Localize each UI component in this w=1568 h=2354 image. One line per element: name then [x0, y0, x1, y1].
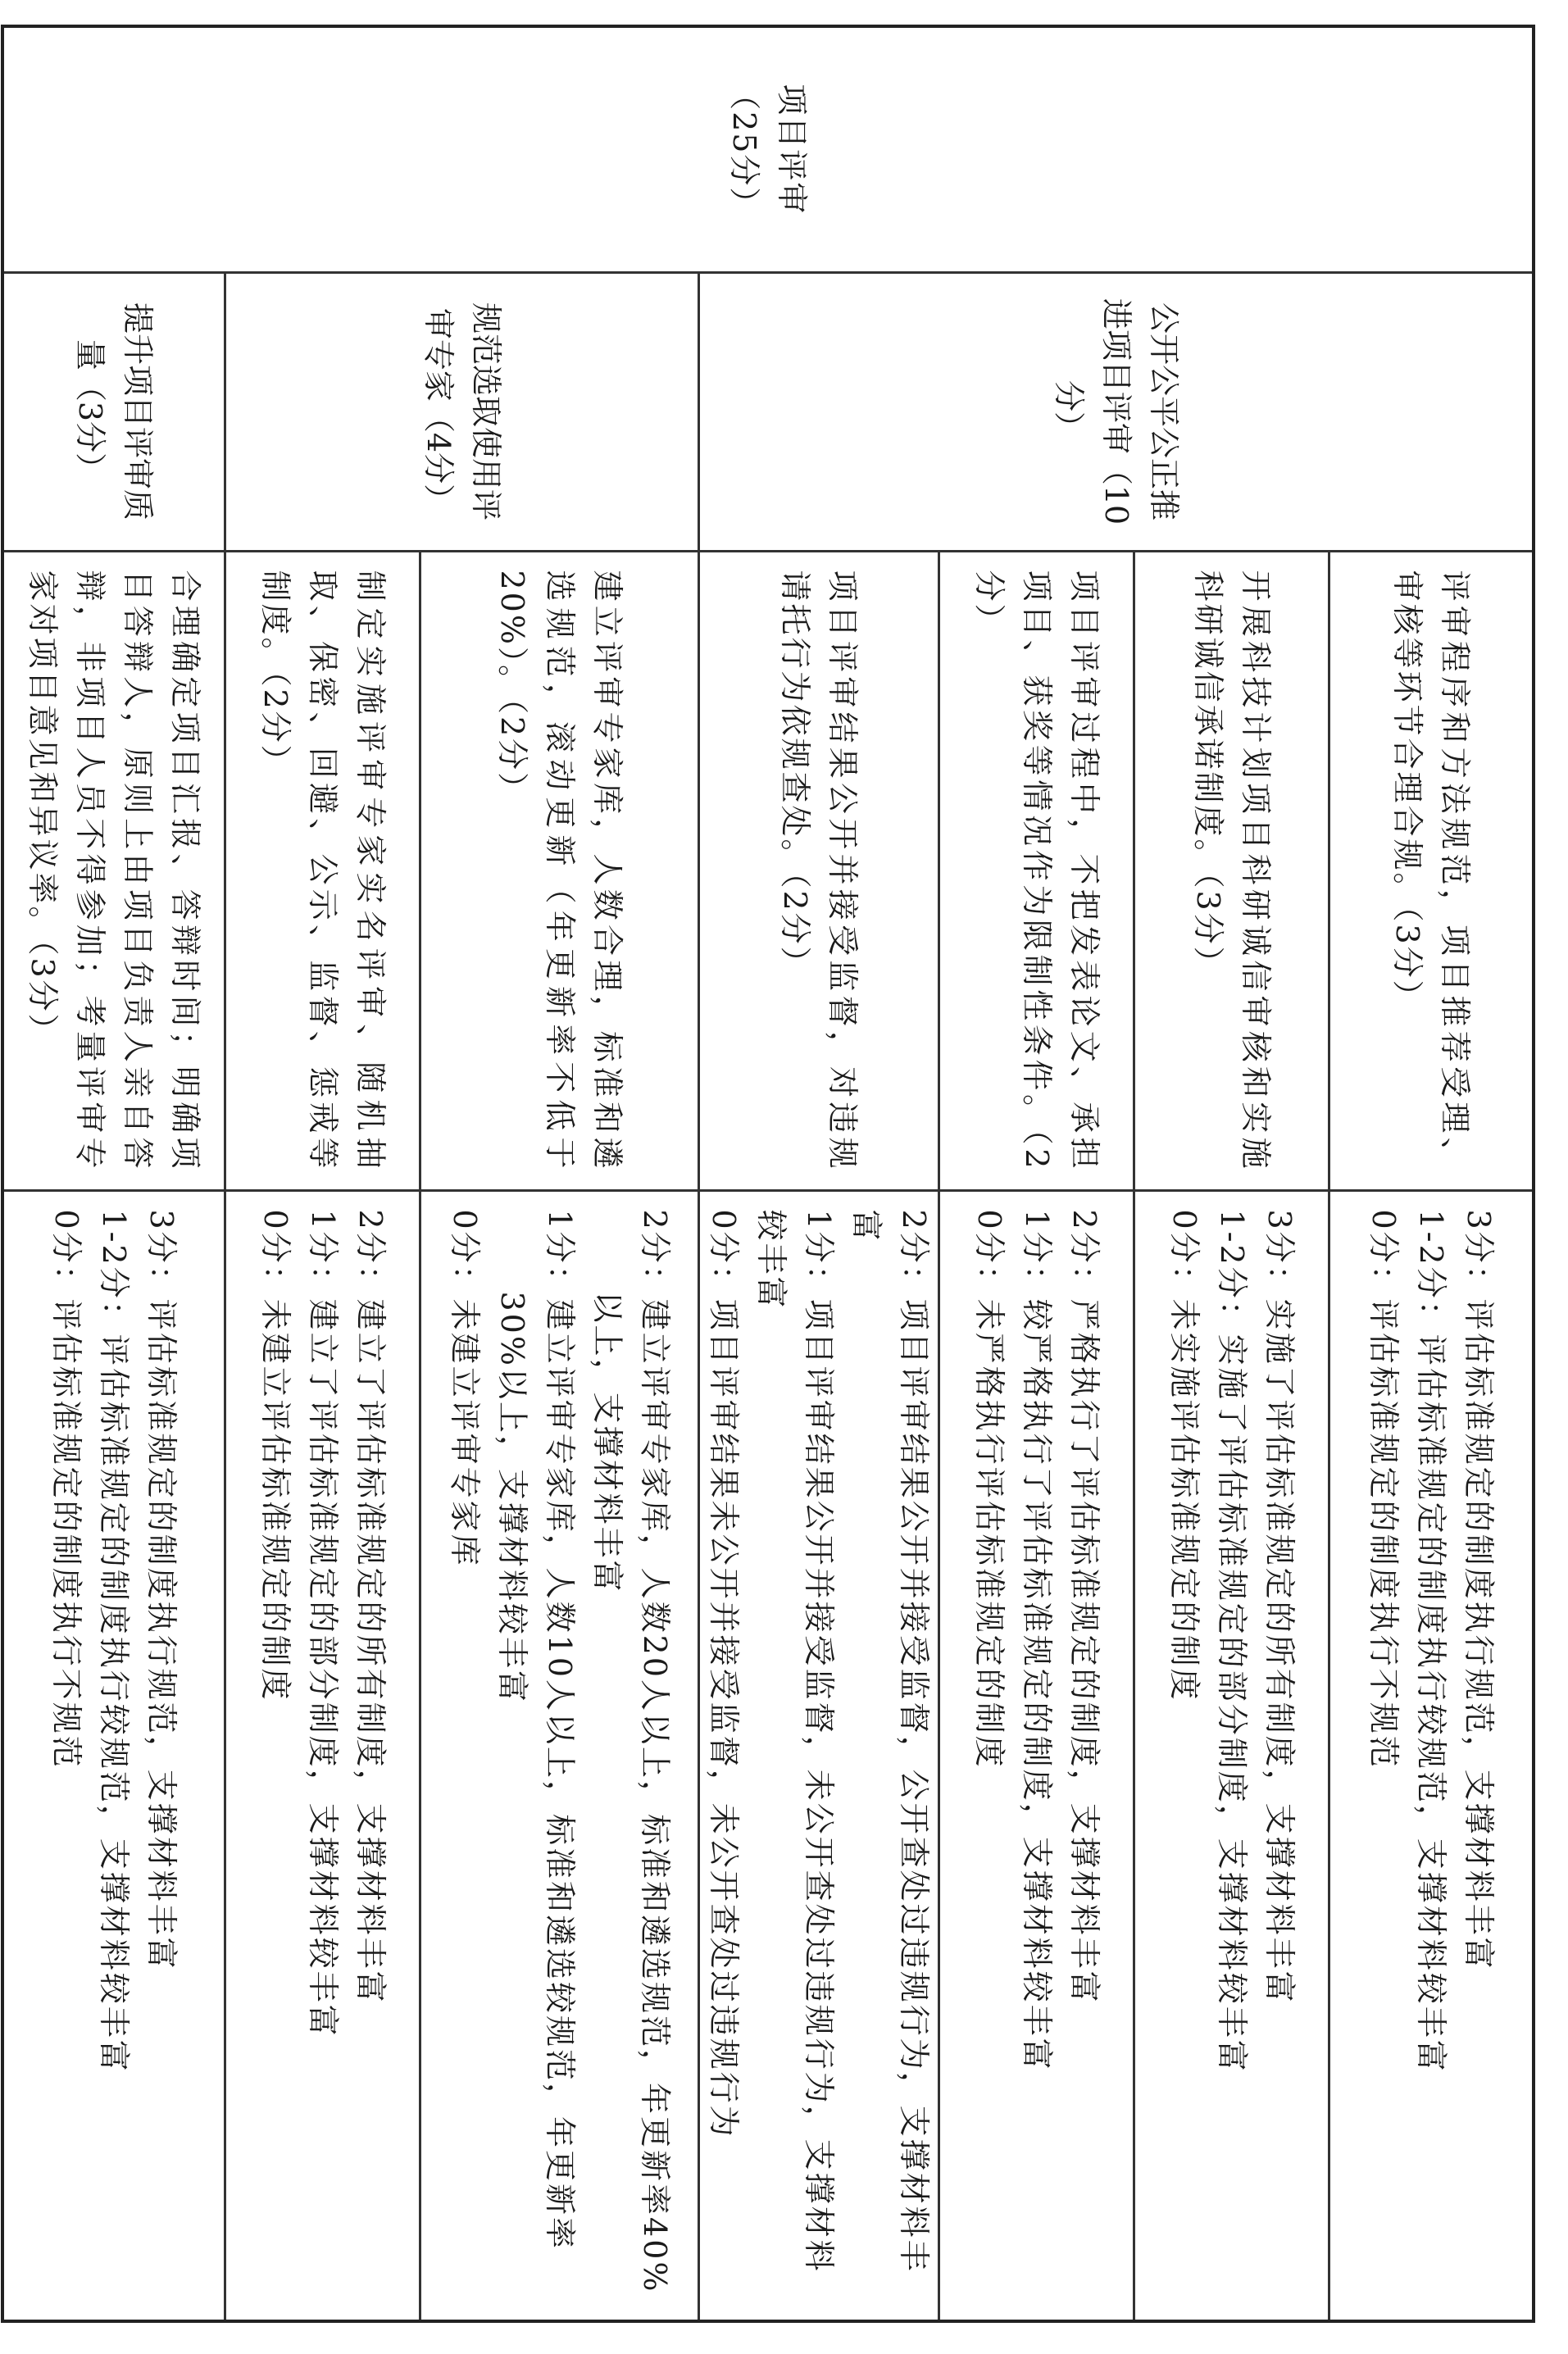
scoring-rules: [939, 1190, 1134, 2321]
scoring-rules: [1134, 1190, 1329, 2321]
scoring-rule: 1-2分：实施了评估标准规定的部分制度，支撑材料较丰富: [1214, 1209, 1250, 2074]
scoring-rule: 0分：评估标准规定的制度执行不规范: [1366, 1209, 1402, 1770]
scoring-rule: 0分：项目评审结果未公开并接受监督，未公开查处过违规行为: [706, 1209, 743, 2139]
group-name: 规范选取使用评审专家（4分）: [225, 272, 699, 551]
scoring-rule: 0分：未实施评估标准规定的制度: [1166, 1209, 1202, 1702]
scoring-rule: 2分：严格执行了评估标准规定的制度，支撑材料丰富: [1066, 1209, 1102, 2005]
scoring-rule: 0分：未严格执行评估标准规定的制度: [971, 1209, 1007, 1770]
criterion-description: 项目评审结果公开并接受监督，对违规请托行为依规查处。（2分）: [699, 551, 939, 1190]
criterion-description: 制定实施评审专家实名评审、随机抽取、保密、回避、公示、监督、惩戒等制度。（2分）: [225, 551, 420, 1190]
criterion-description: 建立评审专家库，人数合理，标准和遴选规范，滚动更新（年更新率不低于20%）。（2分）: [420, 551, 699, 1190]
scoring-rule: 2分：项目评审结果公开并接受监督，公开查处过违规行为，支撑材料丰富: [848, 1209, 933, 2274]
group-name: 提升项目评审质量（3分）: [2, 272, 225, 551]
scoring-rule: 2分：建立了评估标准规定的所有制度，支撑材料丰富: [352, 1209, 389, 2005]
scoring-rule: 0分：未建立评审专家库: [447, 1209, 483, 1568]
category-score: （25分）: [726, 79, 762, 220]
criterion-description: 项目评审过程中，不把发表论文、承担项目、获奖等情况作为限制性条件。（2分）: [939, 551, 1134, 1190]
scoring-rule: 1-2分：评估标准规定的制度执行较规范，支撑材料较丰富: [1413, 1209, 1450, 2074]
scoring-rule: 3分：评估标准规定的制度执行规范，支撑材料丰富: [1461, 1209, 1498, 1971]
scoring-rule: 2分：建立评审专家库，人数20人以上，标准和遴选规范，年更新率40%以上，支撑材料丰富: [589, 1209, 673, 2294]
evaluation-table: [1, 25, 1535, 2323]
scoring-rules: [225, 1190, 420, 2321]
table-row: [2, 26, 225, 2321]
scoring-rule: 1分：建立了评估标准规定的部分制度，支撑材料较丰富: [305, 1209, 341, 2038]
scoring-rule: 0分：未建立评估标准规定的制度: [257, 1209, 293, 1702]
criterion-description: 合理确定项目汇报、答辩时间；明确项目答辩人，原则上由项目负责人亲自答辩，非项目人员不得参加；考量评审专家对项目意见和异议率。（3分）: [2, 551, 225, 1190]
table-row: [420, 26, 699, 2321]
scoring-rule: 1分：较严格执行了评估标准规定的制度，支撑材料较丰富: [1019, 1209, 1055, 2072]
scoring-rule: 0分：评估标准规定的制度执行不规范: [48, 1209, 85, 1770]
category-cell: [2, 26, 1534, 272]
scoring-rule: 1分：项目评审结果公开并接受监督，未公开查处过违规行为，支撑材料较丰富: [753, 1209, 838, 2274]
category-name: 项目评审: [774, 84, 810, 216]
scoring-rules: [1329, 1190, 1534, 2321]
scoring-rule: 3分：实施了评估标准规定的所有制度，支撑材料丰富: [1261, 1209, 1298, 2005]
table-row: [1329, 26, 1534, 2321]
scoring-rules: [420, 1190, 699, 2321]
group-name: 公开公平公正推进项目评审（10分）: [699, 272, 1534, 551]
scoring-rule: 3分：评估标准规定的制度执行规范，支撑材料丰富: [143, 1209, 180, 1971]
scoring-rules: [2, 1190, 225, 2321]
scoring-rule: 1分：建立评审专家库，人数10人以上，标准和遴选较规范，年更新率30%以上，支撑材料较丰富: [494, 1209, 578, 2252]
criterion-description: 评审程序和方法规范，项目推荐受理、审核等环节合理合规。（3分）: [1329, 551, 1534, 1190]
scoring-rules: [699, 1190, 939, 2321]
criterion-description: 开展科技计划项目科研诚信审核和实施科研诚信承诺制度。（3分）: [1134, 551, 1329, 1190]
scoring-rule: 1-2分：评估标准规定的制度执行较规范，支撑材料较丰富: [96, 1209, 133, 2074]
